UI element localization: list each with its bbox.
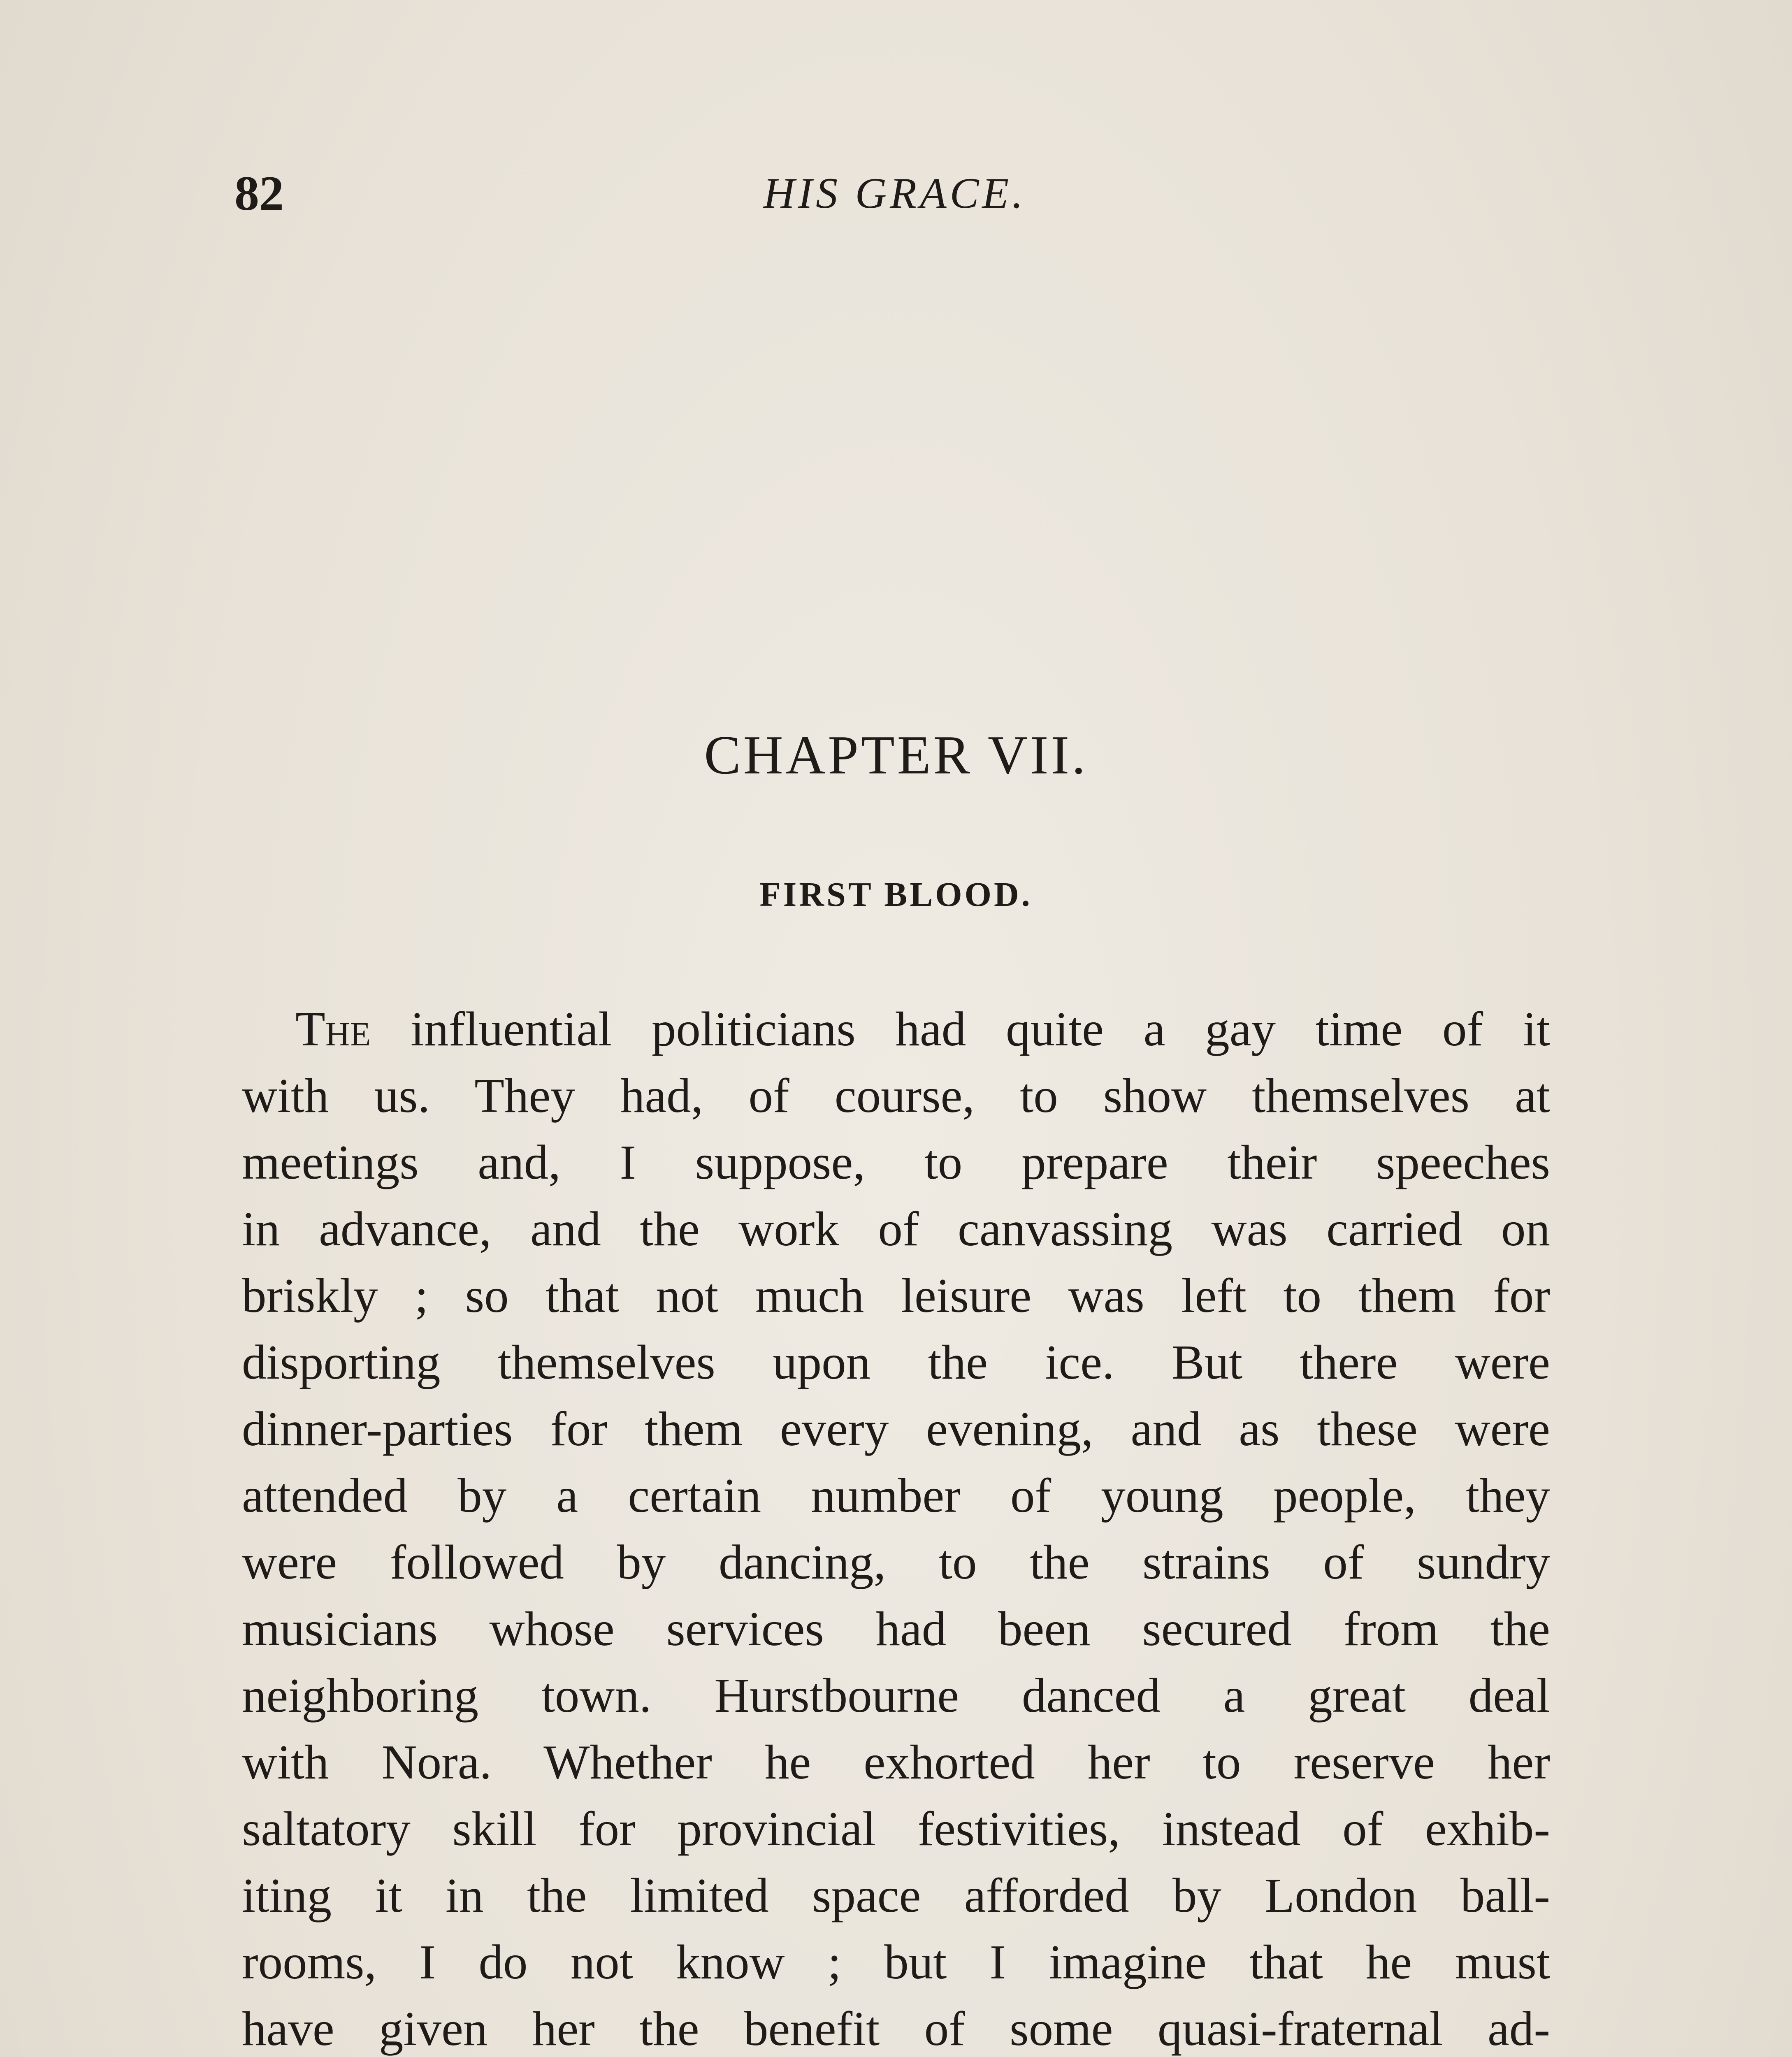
text-line: saltatory skill for provincial festivities, instead of exhib-: [242, 1802, 1550, 1856]
text-line: iting it in the limited space afforded by London ball-: [242, 1868, 1550, 1922]
text-line: were followed by dancing, to the strains of sundry: [242, 1535, 1550, 1589]
text-line: neighboring town. Hurstbourne danced a great deal: [242, 1668, 1550, 1723]
chapter-title: CHAPTER VII.: [704, 724, 1088, 785]
text-line: briskly ; so that not much leisure was left to them for: [242, 1268, 1550, 1323]
drop-word: The: [295, 1002, 371, 1056]
text-line: attended by a certain number of young people, they: [242, 1468, 1550, 1523]
text-line: in advance, and the work of canvassing was carried on: [242, 1202, 1550, 1256]
chapter-subtitle: FIRST BLOOD.: [759, 875, 1033, 914]
text-line: with us. They had, of course, to show themselves at: [242, 1068, 1550, 1123]
text-line: The influential politicians had quite a gay time of it: [295, 1002, 1550, 1056]
body-text: [242, 996, 1550, 2057]
running-head: [234, 165, 1555, 222]
page-number: 82: [234, 166, 284, 221]
text-line: disporting themselves upon the ice. But there were: [242, 1335, 1550, 1389]
text-line: rooms, I do not know ; but I imagine that he must: [242, 1935, 1550, 1989]
text-line: with Nora. Whether he exhorted her to reserve her: [242, 1735, 1550, 1789]
text-line: musicians whose services had been secured from the: [242, 1602, 1550, 1656]
text-line: have given her the benefit of some quasi-fraternal ad-: [242, 2001, 1550, 2056]
text-line: dinner-parties for them every evening, and as these were: [242, 1402, 1550, 1456]
text-line: meetings and, I suppose, to prepare their speeches: [242, 1135, 1550, 1189]
running-title: HIS GRACE.: [763, 169, 1026, 217]
